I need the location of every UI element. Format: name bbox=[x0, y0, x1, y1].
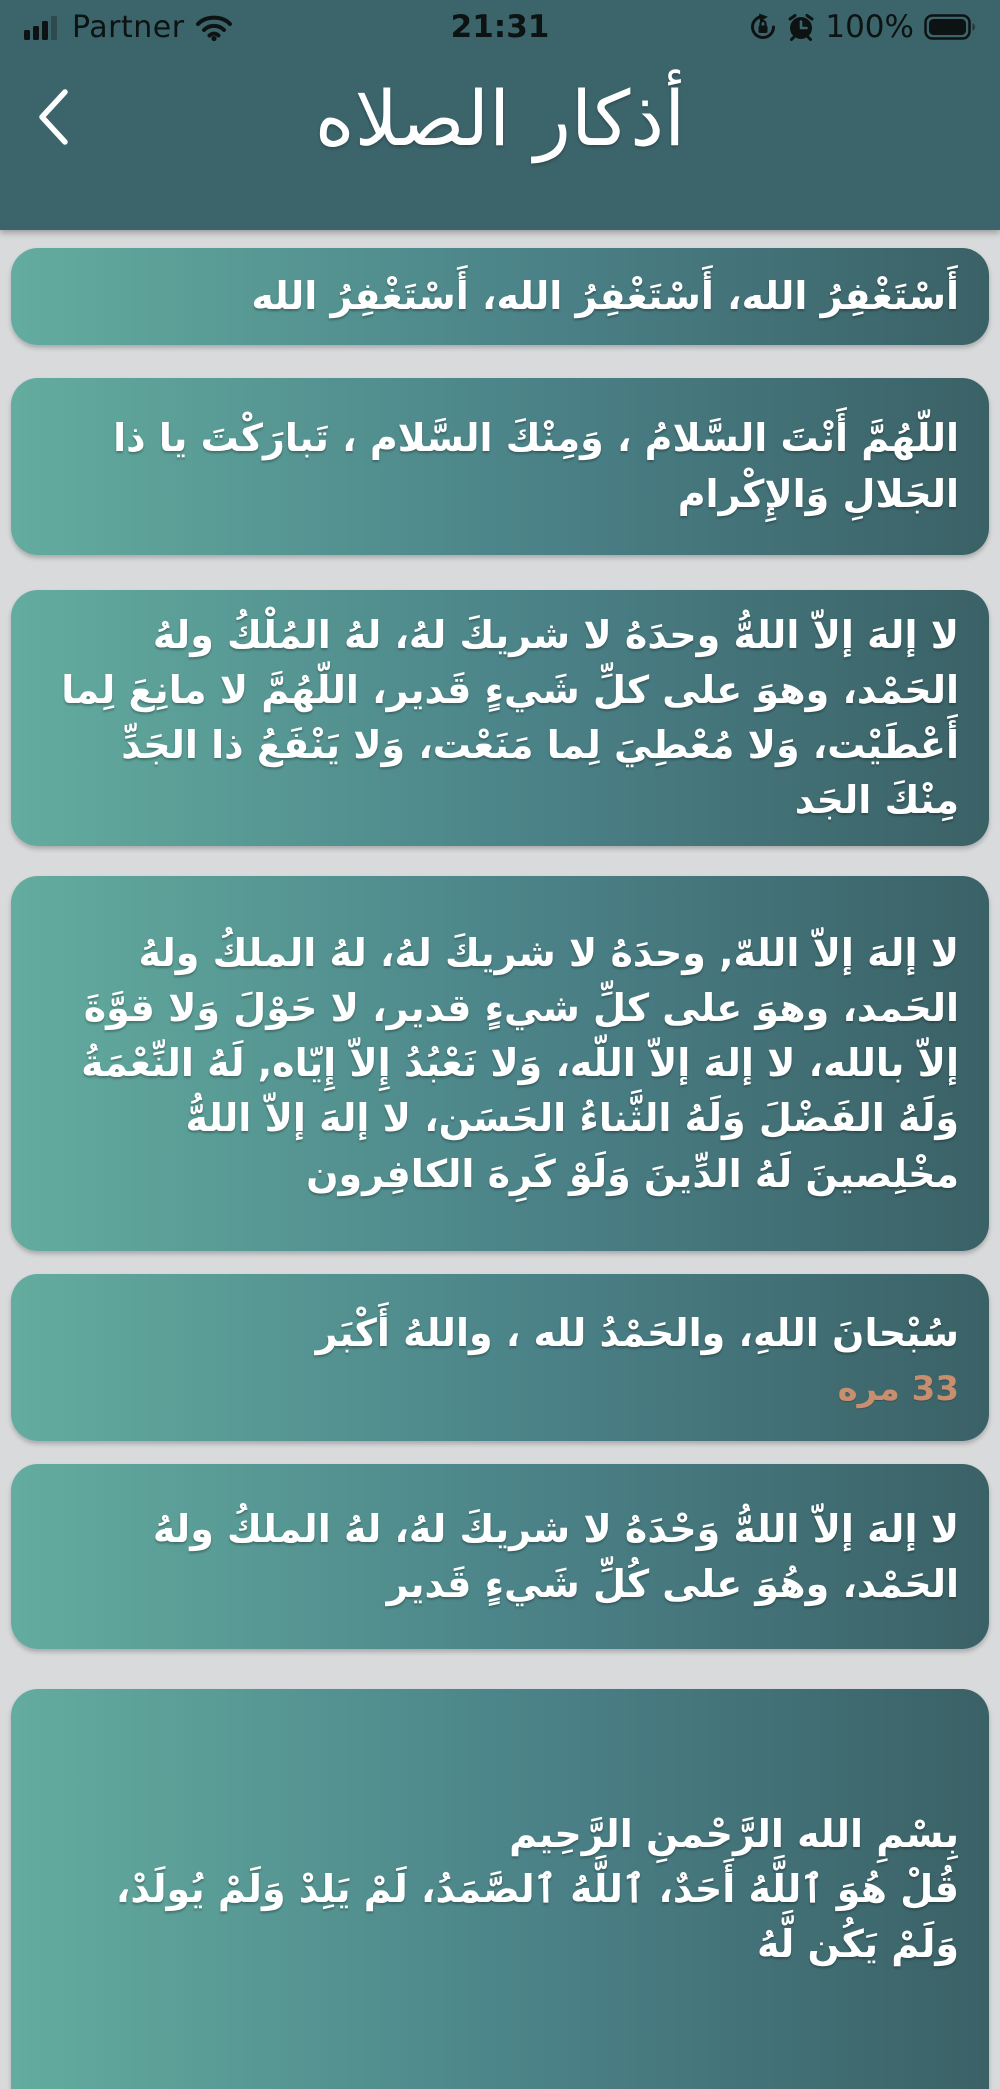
dhikr-card[interactable] bbox=[11, 590, 989, 846]
status-bar-right bbox=[749, 9, 976, 45]
dhikr-text: لا إلهَ إلاّ اللهّ, وحدَهُ لا شريكَ لهُ، لهُ الملكُ ولهُ الحَمد، وهوَ على كلِّ شيءٍ قدير، لا حَوْلَ وَلا قوَّةَ إلاّ بالله، لا إلهَ إلاّ اللّه، وَلا نَعْبُدُ إِلاّ إِيّاه, لَهُ النِّعْمَةُ وَلَهُ الفَضْلَ وَلَهُ الثَّناءُ الحَسَن، لا إلهَ إلاّ اللهُّ مخْلِصينَ لَهُ الدِّينَ وَلَوْ كَرِهَ الكافِرون bbox=[81, 931, 959, 1196]
chevron-left-icon bbox=[35, 86, 71, 148]
dhikr-text: أَسْتَغْفِرُ الله، أَسْتَغْفِرُ الله، أَسْتَغْفِرُ الله bbox=[251, 273, 959, 318]
dhikr-card[interactable] bbox=[11, 876, 989, 1251]
dhikr-text: لا إلهَ إلاّ اللهُّ وَحْدَهُ لا شريكَ لهُ، لهُ الملكُ ولهُ الحَمْد، وهُوَ على كُلِّ شَيءٍ قَدير bbox=[152, 1506, 959, 1606]
dhikr-text: اللّهُمَّ أَنْتَ السَّلامُ ، وَمِنْكَ السَّلام ، تَبارَكْتَ يا ذا الجَلالِ وَالإِكْرام bbox=[113, 416, 959, 516]
top-chrome bbox=[0, 0, 1000, 230]
dhikr-card[interactable] bbox=[11, 378, 989, 555]
back-button[interactable] bbox=[30, 84, 76, 150]
alarm-icon bbox=[787, 13, 815, 41]
navigation-header bbox=[0, 48, 1000, 230]
dhikr-text: بِسْمِ الله الرَّحْمنِ الرَّحِيم قُلْ هُوَ ٱللَّهُ أَحَدٌ، ٱللَّهُ ٱلصَّمَدُ، لَمْ يَلِدْ وَلَمْ يُولَدْ، وَلَمْ يَكُن لَّهُ bbox=[115, 1811, 959, 1966]
battery-percent-label: 100% bbox=[825, 9, 914, 45]
repeat-count-badge: 33 مره bbox=[837, 1369, 959, 1410]
dhikr-list bbox=[0, 230, 1000, 2089]
clock-time-label: 21:31 bbox=[450, 9, 550, 45]
dhikr-card[interactable] bbox=[11, 248, 989, 345]
rotation-lock-icon bbox=[749, 13, 777, 41]
dhikr-card[interactable] bbox=[11, 1464, 989, 1649]
status-bar bbox=[0, 0, 1000, 48]
dhikr-text: لا إلهَ إلاّ اللهُّ وحدَهُ لا شريكَ لهُ، لهُ المُلْكُ ولهُ الحَمْد، وهوَ على كلِّ شَيءٍ قَدير، اللّهُمَّ لا مانِعَ لِما أَعْطَيْت، وَلا مُعْطِيَ لِما مَنَعْت، وَلا يَنْفَعُ ذا الجَدِّ مِنْكَ الجَد bbox=[61, 613, 959, 823]
dhikr-card[interactable] bbox=[11, 1274, 989, 1441]
battery-icon bbox=[924, 14, 976, 40]
dhikr-card[interactable] bbox=[11, 1689, 989, 2089]
dhikr-text: سُبْحانَ اللهِ، والحَمْدُ لله ، واللهُ أَكْبَر bbox=[315, 1311, 959, 1356]
page-title: أذكار الصلاه bbox=[314, 74, 686, 164]
carrier-label: Partner bbox=[72, 9, 185, 45]
